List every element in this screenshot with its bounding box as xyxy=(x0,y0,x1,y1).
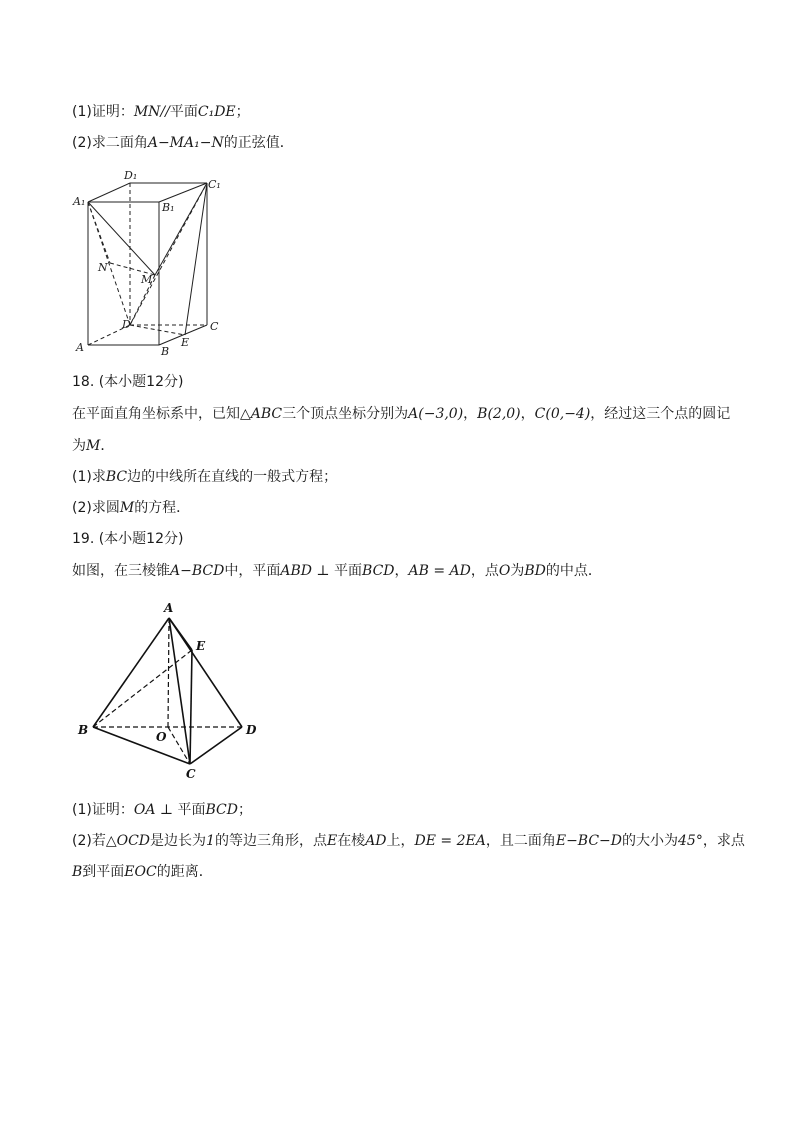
label-A1: A₁ xyxy=(73,195,86,208)
q18-stem-line1: 在平面直角坐标系中，已知△ABC三个顶点坐标分别为A(−3,0)，B(2,0)，C(0,−4)，经过这三个点的圆记 xyxy=(72,406,731,422)
label-B: B xyxy=(161,345,170,358)
label-D: D xyxy=(246,723,257,737)
q19-header: 19. (本小题12分) xyxy=(72,531,184,547)
label-N: N xyxy=(98,261,108,274)
label-O: O xyxy=(156,730,167,744)
q18-header: 18. (本小题12分) xyxy=(72,374,184,390)
label-C1: C₁ xyxy=(208,178,221,191)
label-C: C xyxy=(210,320,219,333)
label-A: A xyxy=(164,601,174,615)
label-A: A xyxy=(76,341,84,354)
label-E: E xyxy=(181,336,190,349)
label-B: B xyxy=(78,723,89,737)
label-D: D xyxy=(122,318,131,331)
q19-stem: 如图，在三棱锥A−BCD中，平面ABD ⊥ 平面BCD，AB = AD，点O为BD的中点． xyxy=(72,563,602,579)
q19-part-2-line1: (2)若△OCD是边长为1的等边三角形，点E在棱AD上，DE = 2EA，且二面角E−BC−D的大小为45°，求点 xyxy=(72,833,745,849)
q19-part-2-line2: B到平面EOC的距离． xyxy=(72,864,213,880)
label-B1: B₁ xyxy=(162,201,175,214)
q17-part-1: (1)证明：MN//平面C₁DE； xyxy=(72,104,250,120)
q18-stem-line2: 为M． xyxy=(72,438,115,454)
label-M: M xyxy=(141,273,153,286)
q17-part-2: (2)求二面角A−MA₁−N的正弦值． xyxy=(72,135,294,151)
tetrahedron-figure xyxy=(72,598,272,784)
prism-figure xyxy=(68,165,228,360)
label-C: C xyxy=(186,767,196,781)
q18-part-2: (2)求圆M的方程． xyxy=(72,500,191,516)
q19-part-1: (1)证明：OA ⊥ 平面BCD； xyxy=(72,802,252,818)
q18-part-1: (1)求BC边的中线所在直线的一般式方程； xyxy=(72,469,338,485)
label-E: E xyxy=(196,639,206,653)
label-D1: D₁ xyxy=(124,169,138,182)
